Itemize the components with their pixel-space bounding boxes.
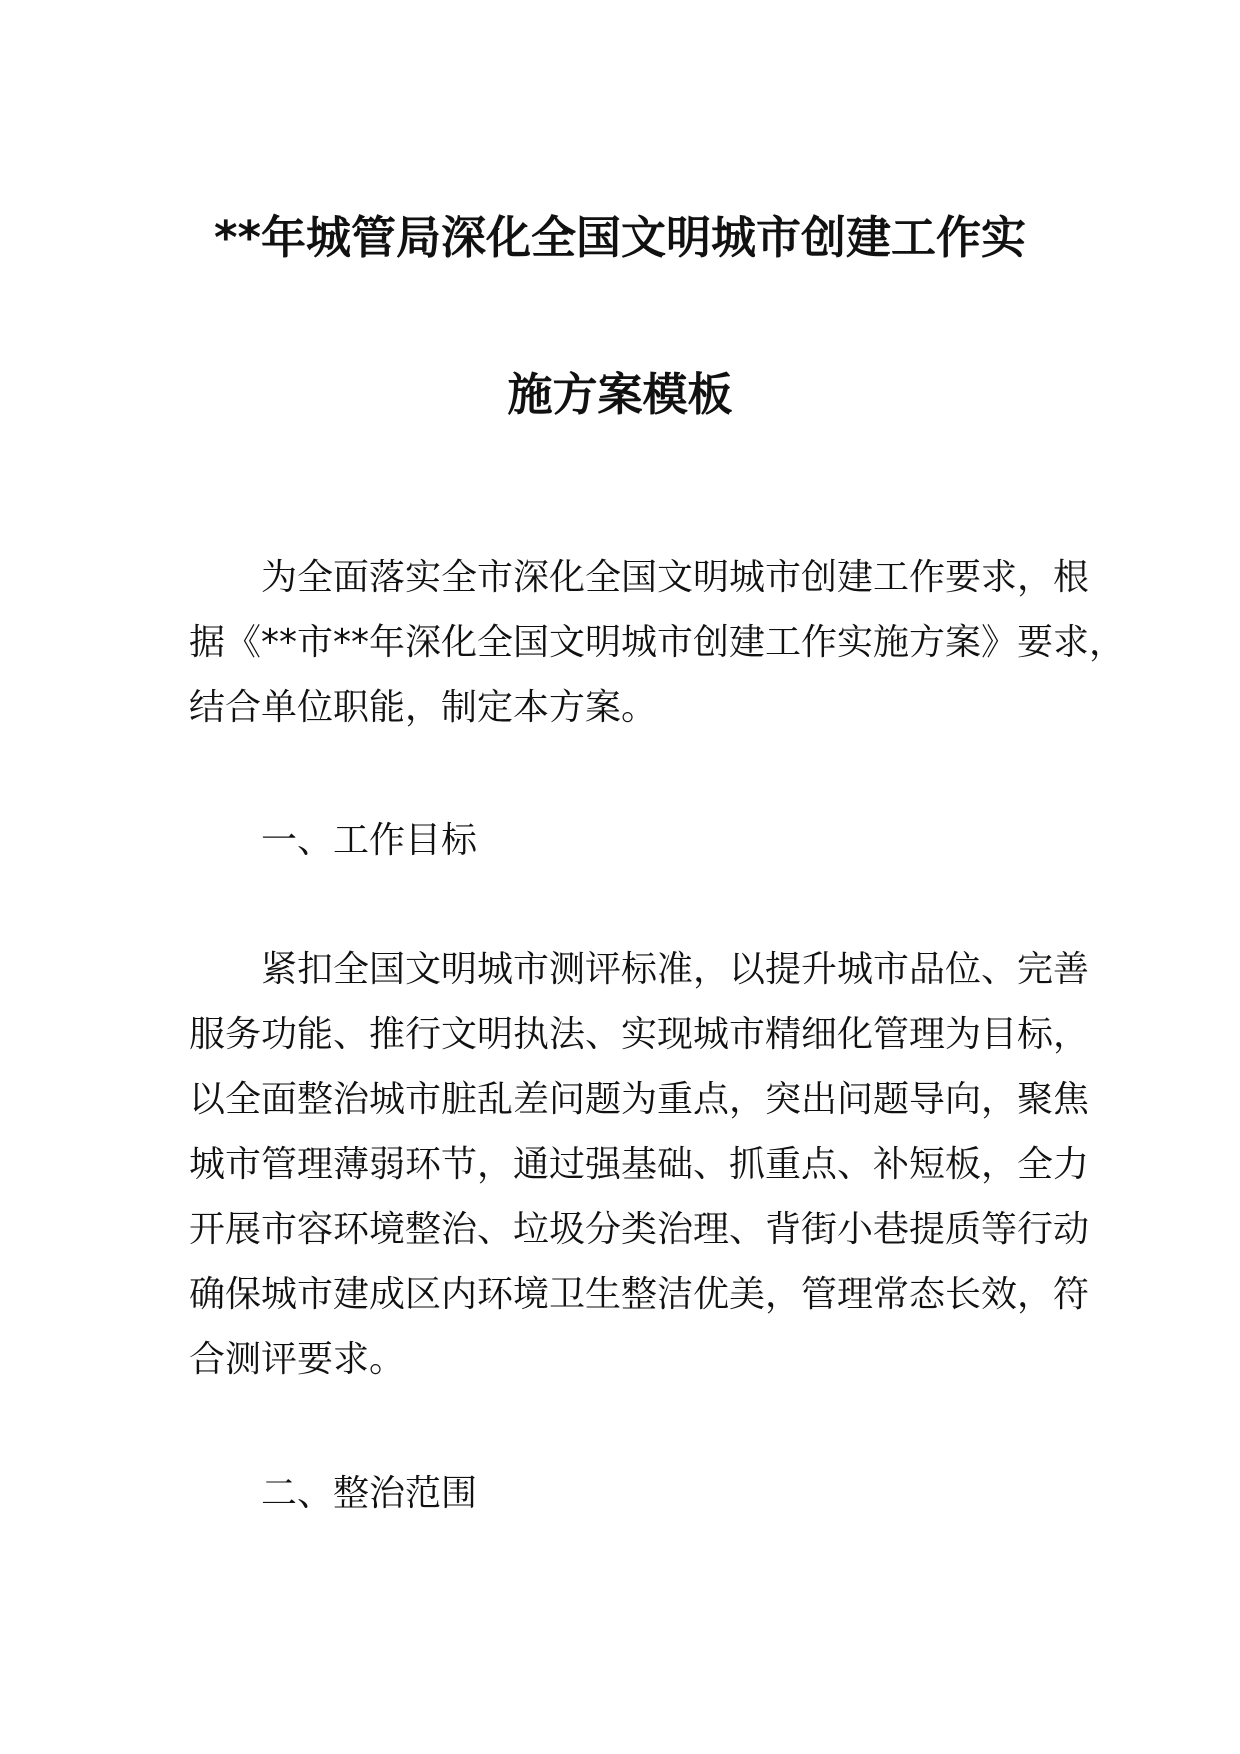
paragraph-line: 结合单位职能，制定本方案。 (189, 687, 658, 728)
paragraph-line: 紧扣全国文明城市测评标准，以提升城市品位、完善 (261, 949, 1090, 990)
goals-paragraph (189, 937, 1089, 1392)
section-heading-scope: 二、整治范围 (261, 1473, 478, 1514)
paragraph-line: 以全面整治城市脏乱差问题为重点，突出问题导向，聚焦 (189, 1079, 1090, 1120)
paragraph-line: 据《**市**年深化全国文明城市创建工作实施方案》要求， (189, 622, 1126, 663)
paragraph-line: 合测评要求。 (189, 1339, 406, 1380)
paragraph-line: 开展市容环境整治、垃圾分类治理、背街小巷提质等行动 (189, 1209, 1090, 1250)
paragraph-line: 城市管理薄弱环节，通过强基础、抓重点、补短板，全力 (189, 1144, 1090, 1185)
paragraph-line: 确保城市建成区内环境卫生整洁优美，管理常态长效，符 (189, 1274, 1090, 1315)
section-heading-goals: 一、工作目标 (261, 820, 478, 861)
document-title (0, 159, 1240, 473)
paragraph-line: 服务功能、推行文明执法、实现城市精细化管理为目标， (189, 1014, 1090, 1055)
intro-paragraph (189, 545, 1126, 740)
title-line-2: 施方案模板 (507, 368, 733, 421)
title-line-1: **年城管局深化全国文明城市创建工作实 (213, 211, 1027, 264)
paragraph-line: 为全面落实全市深化全国文明城市创建工作要求，根 (261, 557, 1090, 598)
